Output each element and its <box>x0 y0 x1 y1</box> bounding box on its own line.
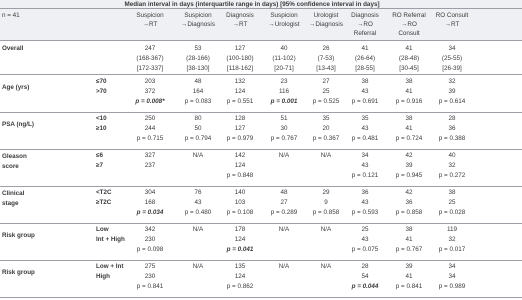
group-value-cell: 116 <box>278 88 290 95</box>
group-label: stage <box>2 200 19 207</box>
group-value-cell: 178 <box>234 226 246 233</box>
group-value-cell: 38 <box>361 78 369 85</box>
group-value-cell: 38 <box>405 115 413 122</box>
group-value-cell: 128 <box>234 115 246 122</box>
group-value-cell: 124 <box>234 88 246 95</box>
group-value-cell: 43 <box>361 125 369 132</box>
group-value-cell: 142 <box>234 152 246 159</box>
group-value-cell: 32 <box>448 78 456 85</box>
overall-ci-cell: [30-45] <box>399 65 419 72</box>
group-rule <box>0 186 522 187</box>
overall-medians-cell: 247 <box>144 45 156 52</box>
p-value-cell: p = 0.691 <box>351 98 379 105</box>
column-header-6: →RO <box>357 21 373 28</box>
group-value-cell: N/A <box>192 263 204 270</box>
group-value-cell: 36 <box>405 199 413 206</box>
group-label: Age (yrs) <box>2 84 30 91</box>
p-value-cell: p = 0.593 <box>351 209 379 216</box>
column-header-2: →Diagnosis <box>181 21 215 28</box>
p-value-cell: p = 0.551 <box>226 98 254 105</box>
group-value-cell: 32 <box>448 236 456 243</box>
p-value-cell: p = 0.108 <box>226 209 254 216</box>
group-subgroup-label: <T2C <box>96 189 112 196</box>
group-rule <box>0 223 522 224</box>
column-header-3: Diagnosis <box>226 12 254 19</box>
group-value-cell: 304 <box>144 189 156 196</box>
group-value-cell: 244 <box>144 125 156 132</box>
group-value-cell: 80 <box>194 115 202 122</box>
group-value-cell: N/A <box>320 152 332 159</box>
group-value-cell: 48 <box>280 189 288 196</box>
overall-medians-cell: 26 <box>322 45 330 52</box>
p-value-cell: p = 0.715 <box>136 135 164 142</box>
p-value-cell: p = 0.767 <box>395 246 423 253</box>
group-value-cell: 140 <box>234 189 246 196</box>
p-value-cell: p = 0.044 <box>351 283 379 290</box>
p-value-cell: p = 0.075 <box>351 246 379 253</box>
group-value-cell: 35 <box>322 115 330 122</box>
group-value-cell: 32 <box>448 162 456 169</box>
group-value-cell: 40 <box>448 152 456 159</box>
overall-ci-cell: [118-162] <box>226 65 254 72</box>
column-header-4: →Urologist <box>268 21 300 28</box>
group-value-cell: 54 <box>361 273 369 280</box>
overall-rule <box>0 74 522 75</box>
group-value-cell: 250 <box>144 115 156 122</box>
column-header-8: →RT <box>444 21 460 28</box>
overall-medians-cell: 34 <box>448 45 456 52</box>
group-value-cell: 48 <box>194 78 202 85</box>
overall-medians-cell: 41 <box>405 45 413 52</box>
p-value-cell: p = 0.848 <box>226 172 254 179</box>
group-value-cell: 28 <box>361 263 369 270</box>
column-header-1: Suspicion <box>136 12 164 19</box>
group-value-cell: 25 <box>448 199 456 206</box>
group-subgroup-label: ≥10 <box>96 125 107 132</box>
p-value-cell: p = 0.841 <box>395 283 423 290</box>
group-value-cell: 38 <box>405 78 413 85</box>
p-value-cell: p = 0.841 <box>136 283 164 290</box>
group-subgroup-label: Low <box>96 226 109 233</box>
column-header-3: →RT <box>232 21 248 28</box>
group-value-cell: 43 <box>361 236 369 243</box>
p-value-cell: p = 0.525 <box>312 98 340 105</box>
p-value-cell: p = 0.858 <box>395 209 423 216</box>
group-subgroup-label: ≥T2C <box>96 199 112 206</box>
overall-medians-cell: 127 <box>234 45 246 52</box>
group-value-cell: 230 <box>144 236 156 243</box>
group-value-cell: 41 <box>405 236 413 243</box>
group-value-cell: 42 <box>405 189 413 196</box>
overall-ci-cell: [38-130] <box>186 65 210 72</box>
group-value-cell: 124 <box>234 236 246 243</box>
p-value-cell: p = 0.001 <box>270 98 298 105</box>
group-value-cell: 29 <box>322 189 330 196</box>
group-value-cell: 34 <box>448 273 456 280</box>
overall-iqr-cell: (11-102) <box>272 55 296 62</box>
group-value-cell: 20 <box>322 125 330 132</box>
n-label: n = 41 <box>2 12 20 19</box>
p-value-cell: p = 0.388 <box>438 135 466 142</box>
group-value-cell: 30 <box>280 125 288 132</box>
p-value-cell: p = 0.083 <box>184 98 212 105</box>
p-value-cell: p = 0.121 <box>351 172 379 179</box>
overall-medians-cell: 41 <box>361 45 369 52</box>
group-value-cell: 42 <box>405 152 413 159</box>
group-value-cell: 50 <box>194 125 202 132</box>
group-value-cell: 34 <box>448 263 456 270</box>
p-value-cell: p = 0.272 <box>438 172 466 179</box>
overall-label: Overall <box>2 45 24 52</box>
p-value-cell: p = 0.041 <box>226 246 254 253</box>
group-value-cell: N/A <box>320 226 332 233</box>
group-value-cell: N/A <box>278 263 290 270</box>
group-value-cell: 51 <box>280 115 288 122</box>
column-header-2: Suspicion <box>184 12 212 19</box>
super-title: Median interval in days (interquartile range in days) [95% confidence interval in days] <box>124 1 380 8</box>
group-value-cell: 237 <box>144 162 156 169</box>
column-header-7: Consult <box>398 30 420 37</box>
group-value-cell: 372 <box>144 88 156 95</box>
group-value-cell: 43 <box>361 199 369 206</box>
group-label: score <box>2 163 19 170</box>
group-value-cell: 103 <box>234 199 246 206</box>
group-value-cell: N/A <box>320 263 332 270</box>
p-value-cell: p = 0.028 <box>438 209 466 216</box>
group-value-cell: 124 <box>234 273 246 280</box>
p-value-cell: p = 0.979 <box>226 135 254 142</box>
group-value-cell: 39 <box>405 263 413 270</box>
group-label: Gleason <box>2 153 27 160</box>
overall-iqr-cell: (7-53) <box>317 55 335 62</box>
group-value-cell: 23 <box>280 78 288 85</box>
overall-iqr-cell: (26-64) <box>354 55 376 62</box>
group-value-cell: 327 <box>144 152 156 159</box>
group-subgroup-label: ≤6 <box>96 152 103 159</box>
group-rule <box>0 297 522 298</box>
group-rule <box>0 149 522 150</box>
overall-iqr-cell: (168-367) <box>136 55 164 62</box>
p-value-cell: p = 0.945 <box>395 172 423 179</box>
group-subgroup-label: ≥7 <box>96 162 103 169</box>
p-value-cell: p = 0.858 <box>312 209 340 216</box>
group-value-cell: 35 <box>361 115 369 122</box>
p-value-cell: p = 0.017 <box>438 246 466 253</box>
p-value-cell: p = 0.989 <box>438 283 466 290</box>
group-value-cell: 164 <box>192 88 204 95</box>
column-header-5: Urologist <box>313 12 339 19</box>
column-header-1: →RT <box>142 21 158 28</box>
group-value-cell: N/A <box>192 226 204 233</box>
column-header-6: Referral <box>353 30 377 37</box>
group-value-cell: 124 <box>234 162 246 169</box>
group-value-cell: 135 <box>234 263 246 270</box>
p-value-cell: p = 0.480 <box>184 209 212 216</box>
group-value-cell: N/A <box>192 152 204 159</box>
group-subgroup-label: <10 <box>96 115 107 122</box>
group-value-cell: 28 <box>448 115 456 122</box>
p-value-cell: p = 0.481 <box>351 135 379 142</box>
group-value-cell: 43 <box>361 88 369 95</box>
overall-iqr-cell: (100-180) <box>226 55 254 62</box>
group-subgroup-label: Int + High <box>96 236 125 243</box>
group-value-cell: 36 <box>361 189 369 196</box>
group-rule <box>0 112 522 113</box>
group-subgroup-label: ≤70 <box>96 78 107 85</box>
group-label: Risk group <box>2 232 35 239</box>
group-value-cell: 127 <box>234 125 246 132</box>
overall-iqr-cell: (25-55) <box>441 55 463 62</box>
group-subgroup-label: High <box>96 273 110 280</box>
p-value-cell: p = 0.794 <box>184 135 212 142</box>
overall-ci-cell: [28-55] <box>355 65 375 72</box>
group-value-cell: 41 <box>405 273 413 280</box>
column-header-4: Suspicion <box>270 12 298 19</box>
overall-iqr-cell: (28-166) <box>186 55 210 62</box>
group-value-cell: 39 <box>405 162 413 169</box>
p-value-cell: p = 0.614 <box>438 98 466 105</box>
overall-iqr-cell: (28-48) <box>398 55 420 62</box>
group-value-cell: N/A <box>278 226 290 233</box>
column-header-7: RO Referral <box>392 12 426 19</box>
p-value-cell: p = 0.034 <box>136 209 164 216</box>
group-value-cell: 38 <box>448 189 456 196</box>
group-value-cell: 43 <box>361 162 369 169</box>
group-value-cell: 76 <box>194 189 202 196</box>
overall-medians-cell: 40 <box>280 45 288 52</box>
super-title-rule <box>0 8 522 9</box>
group-value-cell: 34 <box>361 152 369 159</box>
group-value-cell: 25 <box>361 226 369 233</box>
group-subgroup-label: Low + Int <box>96 263 124 270</box>
group-value-cell: 119 <box>446 226 458 233</box>
group-label: Clinical <box>2 190 25 197</box>
overall-ci-cell: [26-39] <box>442 65 462 72</box>
overall-medians-cell: 53 <box>194 45 202 52</box>
p-value-cell: p = 0.724 <box>395 135 423 142</box>
group-value-cell: 27 <box>280 199 288 206</box>
group-value-cell: 132 <box>234 78 246 85</box>
group-value-cell: 41 <box>405 88 413 95</box>
p-value-cell: p = 0.767 <box>270 135 298 142</box>
p-value-cell: p = 0.008* <box>135 98 165 105</box>
p-value-cell: p = 0.367 <box>312 135 340 142</box>
overall-ci-cell: [13-43] <box>316 65 336 72</box>
group-value-cell: 39 <box>448 88 456 95</box>
group-value-cell: 43 <box>194 199 202 206</box>
column-header-7: →RO <box>401 21 417 28</box>
group-value-cell: 36 <box>448 125 456 132</box>
group-label: PSA (ng/L) <box>2 121 34 128</box>
group-value-cell: 9 <box>324 199 328 206</box>
p-value-cell: p = 0.289 <box>270 209 298 216</box>
group-value-cell: 275 <box>144 263 156 270</box>
header-rule <box>0 40 522 41</box>
overall-ci-cell: [172-337] <box>136 65 164 72</box>
overall-ci-cell: [20-71] <box>274 65 294 72</box>
group-rule <box>0 260 522 261</box>
group-value-cell: 27 <box>322 78 330 85</box>
group-value-cell: N/A <box>278 152 290 159</box>
group-value-cell: 203 <box>144 78 156 85</box>
group-value-cell: 25 <box>322 88 330 95</box>
p-value-cell: p = 0.916 <box>395 98 423 105</box>
group-value-cell: 342 <box>144 226 156 233</box>
group-label: Risk group <box>2 269 35 276</box>
group-value-cell: 168 <box>144 199 156 206</box>
p-value-cell: p = 0.862 <box>226 283 254 290</box>
group-subgroup-label: >70 <box>96 88 107 95</box>
group-value-cell: 38 <box>405 226 413 233</box>
column-header-6: Diagnosis <box>351 12 379 19</box>
p-value-cell: p = 0.098 <box>136 246 164 253</box>
column-header-5: →Diagnosis <box>309 21 343 28</box>
group-value-cell: 41 <box>405 125 413 132</box>
group-value-cell: 230 <box>144 273 156 280</box>
column-header-8: RO Consult <box>435 12 469 19</box>
